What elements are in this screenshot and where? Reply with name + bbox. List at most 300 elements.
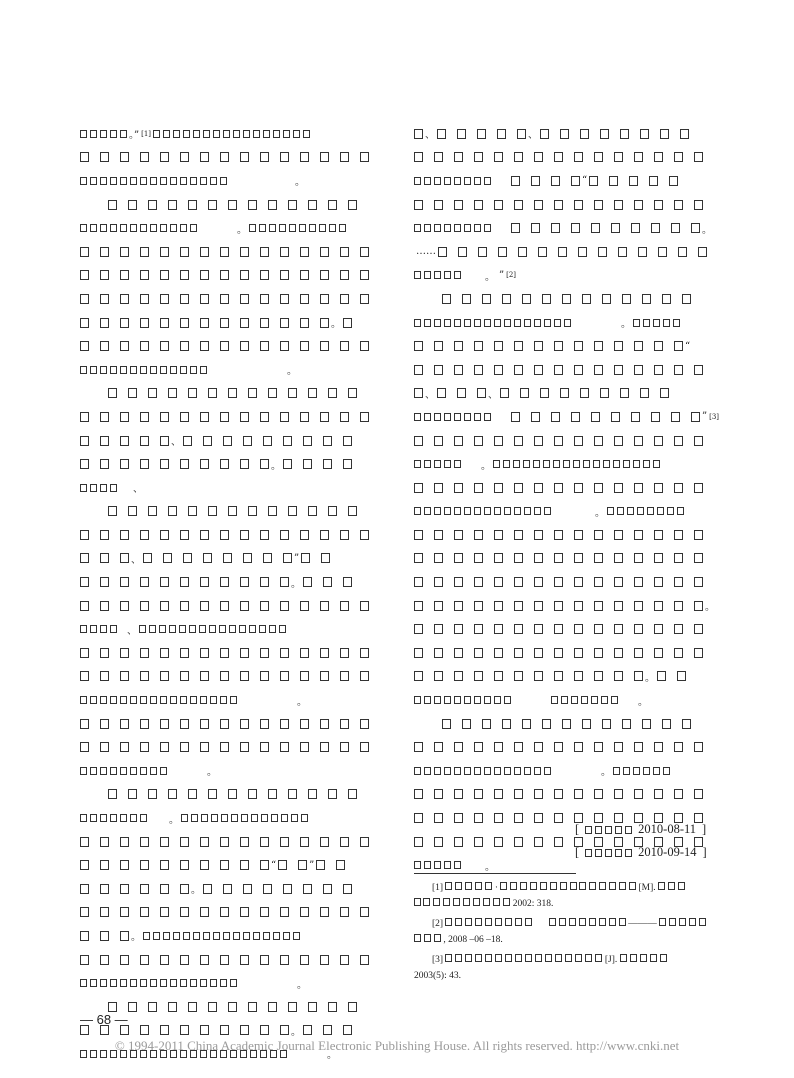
glyph-placeholder (190, 696, 197, 704)
glyph-placeholder (263, 884, 272, 894)
glyph-placeholder (465, 954, 472, 962)
glyph-placeholder (660, 388, 669, 398)
glyph-placeholder (203, 884, 212, 894)
glyph-placeholder (517, 129, 526, 139)
text-line (108, 382, 385, 406)
glyph-placeholder (100, 459, 109, 469)
glyph-placeholder (108, 388, 117, 398)
glyph-placeholder (454, 789, 463, 799)
glyph-placeholder (220, 907, 229, 917)
glyph-placeholder (243, 436, 252, 446)
glyph-placeholder (545, 954, 552, 962)
glyph-placeholder (504, 319, 511, 327)
glyph-placeholder (464, 319, 471, 327)
glyph-placeholder (534, 601, 543, 611)
text-line: 。 (80, 358, 385, 382)
glyph-placeholder (223, 130, 230, 138)
glyph-placeholder (160, 742, 169, 752)
glyph-placeholder (140, 294, 149, 304)
glyph-placeholder (269, 224, 276, 232)
glyph-placeholder (220, 860, 229, 870)
glyph-placeholder (339, 224, 346, 232)
text-line (80, 334, 385, 358)
glyph-placeholder (424, 224, 431, 232)
glyph-placeholder (574, 553, 583, 563)
text-line: 。 (80, 311, 385, 335)
text-line (414, 547, 724, 571)
glyph-placeholder (514, 152, 523, 162)
glyph-placeholder (674, 530, 683, 540)
glyph-placeholder (600, 388, 609, 398)
glyph-placeholder (694, 436, 703, 446)
glyph-placeholder (534, 767, 541, 775)
glyph-placeholder (554, 837, 563, 847)
glyph-placeholder (534, 742, 543, 752)
text-line: 。 (414, 688, 724, 712)
text-line (414, 570, 724, 594)
glyph-placeholder (180, 177, 187, 185)
glyph-placeholder (651, 412, 660, 422)
glyph-placeholder (239, 625, 246, 633)
glyph-placeholder (210, 177, 217, 185)
glyph-placeholder (80, 341, 89, 351)
glyph-placeholder (240, 1025, 249, 1035)
glyph-placeholder (614, 483, 623, 493)
glyph-placeholder (340, 719, 349, 729)
glyph-placeholder (474, 413, 481, 421)
glyph-placeholder (475, 918, 482, 926)
text-line (80, 287, 385, 311)
glyph-placeholder (168, 789, 177, 799)
glyph-placeholder (170, 177, 177, 185)
glyph-placeholder (360, 671, 369, 681)
glyph-placeholder (493, 460, 500, 468)
glyph-placeholder (120, 601, 129, 611)
glyph-placeholder (658, 247, 667, 257)
glyph-placeholder (444, 460, 451, 468)
glyph-placeholder (554, 319, 561, 327)
glyph-placeholder (233, 932, 240, 940)
glyph-placeholder (682, 719, 691, 729)
glyph-placeholder (414, 129, 423, 139)
glyph-placeholder (414, 648, 423, 658)
glyph-placeholder (100, 318, 109, 328)
glyph-placeholder (300, 270, 309, 280)
glyph-placeholder (300, 294, 309, 304)
glyph-placeholder (514, 624, 523, 634)
glyph-placeholder (360, 247, 369, 257)
glyph-placeholder (464, 413, 471, 421)
glyph-placeholder (424, 934, 431, 942)
glyph-placeholder (454, 200, 463, 210)
glyph-placeholder (654, 341, 663, 351)
text-line (80, 830, 385, 854)
glyph-placeholder (108, 200, 117, 210)
glyph-placeholder (582, 719, 591, 729)
glyph-placeholder (634, 200, 643, 210)
glyph-placeholder (188, 789, 197, 799)
glyph-placeholder (320, 318, 329, 328)
glyph-placeholder (464, 767, 471, 775)
glyph-placeholder (585, 954, 592, 962)
glyph-placeholder (680, 129, 689, 139)
glyph-placeholder (203, 130, 210, 138)
glyph-placeholder (360, 341, 369, 351)
glyph-placeholder (474, 742, 483, 752)
glyph-placeholder (414, 742, 423, 752)
glyph-placeholder (594, 365, 603, 375)
glyph-placeholder (180, 459, 189, 469)
glyph-placeholder (414, 601, 423, 611)
glyph-placeholder (120, 671, 129, 681)
glyph-placeholder (574, 436, 583, 446)
glyph-placeholder (494, 648, 503, 658)
glyph-placeholder (554, 341, 563, 351)
glyph-placeholder (594, 341, 603, 351)
glyph-placeholder (183, 130, 190, 138)
glyph-placeholder (475, 882, 482, 890)
text-line: 、 (80, 429, 385, 453)
glyph-placeholder (662, 719, 671, 729)
glyph-placeholder (200, 696, 207, 704)
quote-mark: 。” (129, 130, 140, 142)
glyph-placeholder (80, 884, 89, 894)
glyph-placeholder (424, 319, 431, 327)
glyph-placeholder (260, 907, 269, 917)
glyph-placeholder (163, 553, 172, 563)
glyph-placeholder (160, 860, 169, 870)
glyph-placeholder (200, 577, 209, 587)
glyph-placeholder (300, 837, 309, 847)
glyph-placeholder (348, 388, 357, 398)
glyph-placeholder (80, 814, 87, 822)
glyph-placeholder (140, 341, 149, 351)
glyph-placeholder (260, 318, 269, 328)
glyph-placeholder (200, 412, 209, 422)
glyph-placeholder (140, 814, 147, 822)
glyph-placeholder (150, 177, 157, 185)
glyph-placeholder (474, 696, 481, 704)
glyph-placeholder (300, 341, 309, 351)
footnotes (414, 880, 726, 988)
glyph-placeholder (660, 954, 667, 962)
glyph-placeholder (551, 412, 560, 422)
glyph-placeholder (454, 507, 461, 515)
glyph-placeholder (614, 624, 623, 634)
glyph-placeholder (100, 719, 109, 729)
glyph-placeholder (288, 200, 297, 210)
glyph-placeholder (128, 506, 137, 516)
glyph-placeholder (694, 365, 703, 375)
glyph-placeholder (474, 671, 483, 681)
glyph-placeholder (243, 884, 252, 894)
glyph-placeholder (328, 506, 337, 516)
glyph-placeholder (534, 813, 543, 823)
glyph-placeholder (291, 814, 298, 822)
glyph-placeholder (444, 413, 451, 421)
glyph-placeholder (271, 814, 278, 822)
glyph-placeholder (515, 954, 522, 962)
glyph-placeholder (464, 696, 471, 704)
glyph-placeholder (140, 955, 149, 965)
glyph-placeholder (280, 152, 289, 162)
glyph-placeholder (574, 483, 583, 493)
glyph-placeholder (343, 436, 352, 446)
glyph-placeholder (613, 460, 620, 468)
glyph-placeholder (260, 577, 269, 587)
glyph-placeholder (554, 789, 563, 799)
glyph-placeholder (498, 247, 507, 257)
glyph-placeholder (674, 341, 683, 351)
glyph-placeholder (654, 624, 663, 634)
glyph-placeholder (220, 577, 229, 587)
glyph-placeholder (180, 979, 187, 987)
glyph-placeholder (653, 460, 660, 468)
glyph-placeholder (211, 814, 218, 822)
glyph-placeholder (474, 624, 483, 634)
glyph-placeholder (221, 814, 228, 822)
glyph-placeholder (654, 200, 663, 210)
glyph-placeholder (634, 553, 643, 563)
glyph-placeholder (100, 767, 107, 775)
glyph-placeholder (130, 177, 137, 185)
glyph-placeholder (209, 625, 216, 633)
glyph-placeholder (623, 460, 630, 468)
glyph-placeholder (140, 767, 147, 775)
glyph-placeholder (303, 577, 312, 587)
glyph-placeholder (303, 1025, 312, 1035)
glyph-placeholder (535, 954, 542, 962)
glyph-placeholder (620, 388, 629, 398)
glyph-placeholder (674, 436, 683, 446)
glyph-placeholder (619, 918, 626, 926)
glyph-placeholder (300, 671, 309, 681)
glyph-placeholder (663, 767, 670, 775)
glyph-placeholder (340, 601, 349, 611)
glyph-placeholder (574, 601, 583, 611)
glyph-placeholder (454, 530, 463, 540)
glyph-placeholder (80, 671, 89, 681)
glyph-placeholder (170, 224, 177, 232)
glyph-placeholder (605, 826, 612, 834)
glyph-placeholder (259, 224, 266, 232)
glyph-placeholder (495, 918, 502, 926)
glyph-placeholder (260, 530, 269, 540)
glyph-placeholder (200, 247, 209, 257)
glyph-placeholder (200, 955, 209, 965)
glyph-placeholder (414, 413, 421, 421)
glyph-placeholder (260, 270, 269, 280)
glyph-placeholder (611, 412, 620, 422)
glyph-placeholder (542, 294, 551, 304)
glyph-placeholder (634, 436, 643, 446)
glyph-placeholder (454, 861, 461, 869)
glyph-placeholder (300, 152, 309, 162)
glyph-placeholder (303, 436, 312, 446)
glyph-placeholder (414, 224, 421, 232)
glyph-placeholder (562, 294, 571, 304)
glyph-placeholder (444, 319, 451, 327)
glyph-placeholder (533, 460, 540, 468)
text-line (442, 712, 724, 736)
glyph-placeholder (559, 918, 566, 926)
glyph-placeholder (622, 719, 631, 729)
glyph-placeholder (694, 648, 703, 658)
glyph-placeholder (300, 247, 309, 257)
glyph-placeholder (180, 671, 189, 681)
glyph-placeholder (613, 767, 620, 775)
glyph-placeholder (494, 696, 501, 704)
glyph-placeholder (110, 767, 117, 775)
glyph-placeholder (614, 553, 623, 563)
text-line (80, 735, 385, 759)
glyph-placeholder (293, 130, 300, 138)
glyph-placeholder (288, 789, 297, 799)
glyph-placeholder (80, 931, 89, 941)
glyph-placeholder (464, 177, 471, 185)
glyph-placeholder (674, 152, 683, 162)
glyph-placeholder (220, 177, 227, 185)
glyph-placeholder (500, 388, 509, 398)
text-line: 。 (80, 971, 385, 995)
glyph-placeholder (531, 412, 540, 422)
text-line: “ ” (80, 853, 385, 877)
text-line (80, 712, 385, 736)
text-line: 。 (80, 452, 385, 476)
glyph-placeholder (340, 530, 349, 540)
glyph-placeholder (253, 130, 260, 138)
glyph-placeholder (179, 625, 186, 633)
glyph-placeholder (280, 412, 289, 422)
glyph-placeholder (223, 436, 232, 446)
glyph-placeholder (90, 177, 97, 185)
glyph-placeholder (522, 719, 531, 729)
glyph-placeholder (100, 931, 109, 941)
glyph-placeholder (208, 506, 217, 516)
glyph-placeholder (183, 932, 190, 940)
glyph-placeholder (180, 955, 189, 965)
article-dates (575, 818, 730, 864)
glyph-placeholder (574, 742, 583, 752)
glyph-placeholder (549, 918, 556, 926)
glyph-placeholder (328, 1002, 337, 1012)
glyph-placeholder (520, 388, 529, 398)
glyph-placeholder (647, 507, 654, 515)
text-line: “ (414, 334, 724, 358)
glyph-placeholder (203, 932, 210, 940)
glyph-placeholder (140, 884, 149, 894)
glyph-placeholder (454, 319, 461, 327)
glyph-placeholder (534, 436, 543, 446)
text-line: 。 (80, 806, 385, 830)
glyph-placeholder (120, 270, 129, 280)
glyph-placeholder (240, 459, 249, 469)
glyph-placeholder (80, 318, 89, 328)
glyph-placeholder (120, 577, 129, 587)
glyph-placeholder (483, 898, 490, 906)
glyph-placeholder (220, 601, 229, 611)
glyph-placeholder (228, 1002, 237, 1012)
glyph-placeholder (220, 742, 229, 752)
glyph-placeholder (553, 460, 560, 468)
glyph-placeholder (598, 247, 607, 257)
glyph-placeholder (505, 918, 512, 926)
glyph-placeholder (169, 625, 176, 633)
glyph-placeholder (308, 388, 317, 398)
glyph-placeholder (128, 1002, 137, 1012)
glyph-placeholder (168, 200, 177, 210)
glyph-placeholder (437, 129, 446, 139)
glyph-placeholder (434, 224, 441, 232)
glyph-placeholder (80, 767, 87, 775)
glyph-placeholder (524, 319, 531, 327)
glyph-placeholder (80, 907, 89, 917)
glyph-placeholder (160, 1025, 169, 1035)
glyph-placeholder (320, 837, 329, 847)
glyph-placeholder (160, 671, 169, 681)
glyph-placeholder (200, 1025, 209, 1035)
glyph-placeholder (603, 460, 610, 468)
glyph-placeholder (434, 200, 443, 210)
glyph-placeholder (90, 767, 97, 775)
glyph-placeholder (414, 319, 421, 327)
text-line (80, 240, 385, 264)
glyph-placeholder (120, 979, 127, 987)
glyph-placeholder (594, 742, 603, 752)
glyph-placeholder (130, 979, 137, 987)
glyph-placeholder (444, 271, 451, 279)
glyph-placeholder (414, 200, 423, 210)
glyph-placeholder (263, 130, 270, 138)
glyph-placeholder (694, 200, 703, 210)
glyph-placeholder (640, 129, 649, 139)
glyph-placeholder (340, 742, 349, 752)
glyph-placeholder (120, 648, 129, 658)
glyph-placeholder (80, 459, 89, 469)
glyph-placeholder (100, 341, 109, 351)
text-line: 。 (80, 169, 385, 193)
glyph-placeholder (301, 814, 308, 822)
glyph-placeholder (454, 177, 461, 185)
glyph-placeholder (240, 247, 249, 257)
glyph-placeholder (279, 224, 286, 232)
text-line (80, 122, 385, 146)
glyph-placeholder (534, 577, 543, 587)
glyph-placeholder (643, 319, 650, 327)
glyph-placeholder (454, 648, 463, 658)
glyph-placeholder (554, 671, 563, 681)
glyph-placeholder (414, 861, 421, 869)
glyph-placeholder (620, 129, 629, 139)
text-line (414, 476, 724, 500)
glyph-placeholder (248, 200, 257, 210)
glyph-placeholder (240, 318, 249, 328)
glyph-placeholder (474, 577, 483, 587)
glyph-placeholder (348, 789, 357, 799)
glyph-placeholder (260, 341, 269, 351)
glyph-placeholder (454, 742, 463, 752)
glyph-placeholder (340, 270, 349, 280)
glyph-placeholder (525, 918, 532, 926)
glyph-placeholder (220, 671, 229, 681)
glyph-placeholder (190, 366, 197, 374)
glyph-placeholder (531, 223, 540, 233)
glyph-placeholder (544, 507, 551, 515)
text-line (80, 405, 385, 429)
glyph-placeholder (260, 1025, 269, 1035)
text-line: 。 (80, 688, 385, 712)
glyph-placeholder (228, 506, 237, 516)
